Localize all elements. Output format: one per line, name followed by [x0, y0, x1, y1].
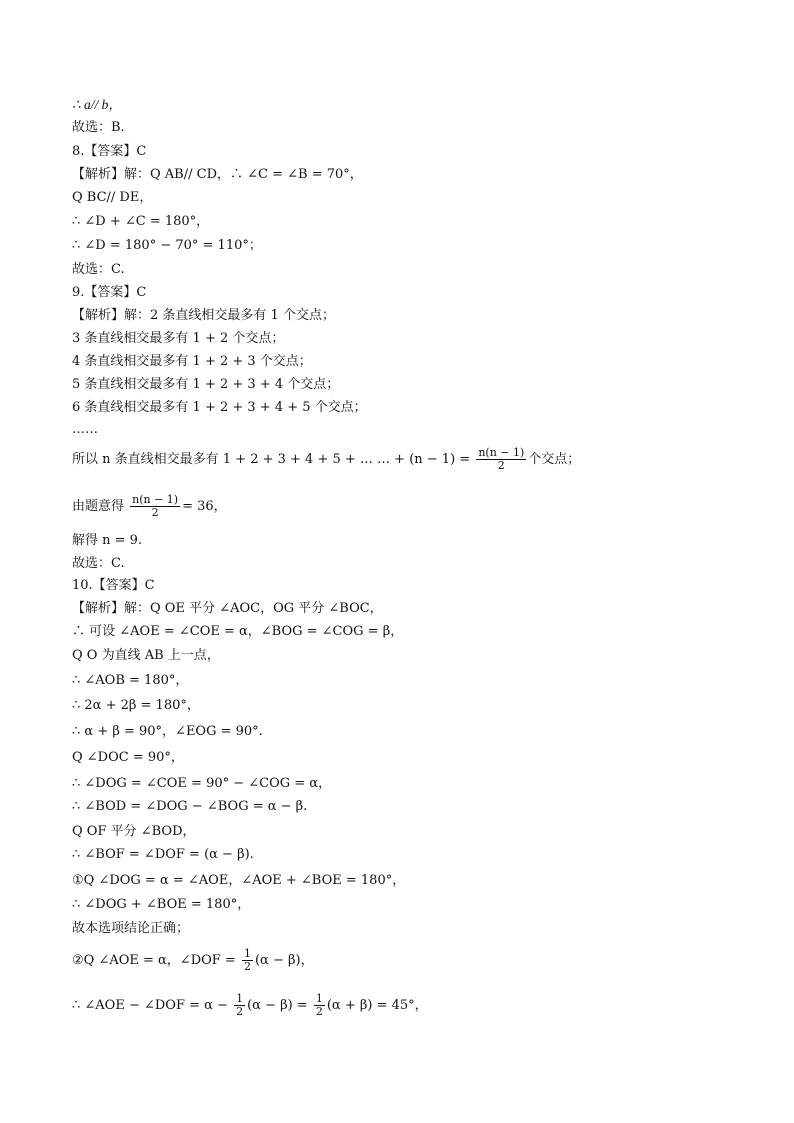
formula-text: ∴ ∠AOE − ∠DOF = α − — [72, 998, 233, 1013]
fraction — [314, 993, 325, 1018]
fraction-numerator: 1 — [315, 992, 323, 1005]
text-line: 故本选项结论正确； — [72, 921, 190, 936]
text-line: Q O 为直线 AB 上一点， — [72, 648, 220, 663]
formula-text: (α − β) = — [247, 998, 312, 1013]
text-line: Q ∠DOC = 90°， — [72, 750, 184, 765]
text-line: ∴ ∠DOG = ∠COE = 90° − ∠COG = α， — [72, 776, 332, 791]
text-line: 5 条直线相交最多有 1 + 2 + 3 + 4 个交点； — [72, 377, 340, 392]
fraction-denominator: 2 — [236, 1005, 244, 1018]
text-line: ∴ ∠BOF = ∠DOF = (α − β). — [72, 847, 254, 862]
text-line: ∴ α + β = 90°，∠EOG = 90°. — [72, 724, 263, 739]
fraction-numerator: n(n − 1) — [478, 446, 525, 459]
text-line: ∴ ∠AOB = 180°， — [72, 673, 189, 688]
text-line: 6 条直线相交最多有 1 + 2 + 3 + 4 + 5 个交点； — [72, 400, 367, 415]
answer-heading: 10.【答案】C — [72, 578, 155, 593]
text-line: ∴ a// b， — [72, 97, 122, 112]
formula-line — [72, 494, 227, 519]
fraction-denominator: 2 — [243, 960, 251, 973]
text-line: ∴ ∠D = 180° − 70° = 110°； — [72, 238, 262, 253]
fraction-denominator: 2 — [497, 459, 505, 472]
formula-text: = 36， — [182, 499, 227, 514]
formula-text: 所以 n 条直线相交最多有 1 + 2 + 3 + 4 + 5 + … … + (n − 1) = — [72, 452, 475, 467]
text-line: Q OF 平分 ∠BOD， — [72, 824, 196, 839]
formula-text: 个交点； — [528, 452, 581, 467]
text-line: ∴ ∠D + ∠C = 180°， — [72, 214, 210, 229]
fraction-denominator: 2 — [151, 506, 159, 519]
analysis-line: 【解析】解：2 条直线相交最多有 1 个交点； — [72, 308, 335, 323]
text-line: 解得 n = 9. — [72, 533, 143, 548]
fraction-numerator: 1 — [236, 992, 244, 1005]
text-line: 故选：B. — [72, 120, 125, 135]
text-line: 3 条直线相交最多有 1 + 2 个交点； — [72, 331, 285, 346]
formula-text: (α + β) = 45°， — [326, 998, 428, 1013]
formula-text: ②Q ∠AOE = α，∠DOF = — [72, 953, 240, 968]
fraction — [130, 494, 180, 519]
fraction — [476, 447, 526, 472]
text-line: ∴ 可设 ∠AOE = ∠COE = α，∠BOG = ∠COG = β， — [72, 624, 404, 639]
text-line: 故选：C. — [72, 262, 125, 277]
fraction — [242, 948, 253, 973]
formula-line — [72, 993, 428, 1018]
formula-text: 由题意得 — [72, 499, 129, 514]
text-line: …… — [72, 422, 98, 437]
formula-text: (α − β)， — [254, 953, 314, 968]
formula-line — [72, 948, 314, 973]
text-line: ∴ 2α + 2β = 180°， — [72, 698, 200, 713]
analysis-line: 【解析】解：Q OE 平分 ∠AOC，OG 平分 ∠BOC， — [72, 601, 383, 616]
text-line: 故选：C. — [72, 556, 125, 571]
text-line: ∴ ∠BOD = ∠DOG − ∠BOG = α − β. — [72, 799, 308, 814]
answer-heading: 8.【答案】C — [72, 144, 147, 159]
formula-line — [72, 447, 580, 472]
fraction-numerator: n(n − 1) — [132, 493, 179, 506]
answer-heading: 9.【答案】C — [72, 285, 147, 300]
text-line: 4 条直线相交最多有 1 + 2 + 3 个交点； — [72, 354, 312, 369]
fraction — [234, 993, 245, 1018]
text-line: ①Q ∠DOG = α = ∠AOE，∠AOE + ∠BOE = 180°， — [72, 873, 406, 888]
fraction-denominator: 2 — [315, 1005, 323, 1018]
fraction-numerator: 1 — [243, 947, 251, 960]
analysis-line: 【解析】解：Q AB// CD，∴ ∠C = ∠B = 70°， — [72, 167, 363, 182]
text-line: Q BC// DE， — [72, 190, 153, 205]
text-line: ∴ ∠DOG + ∠BOE = 180°， — [72, 897, 251, 912]
